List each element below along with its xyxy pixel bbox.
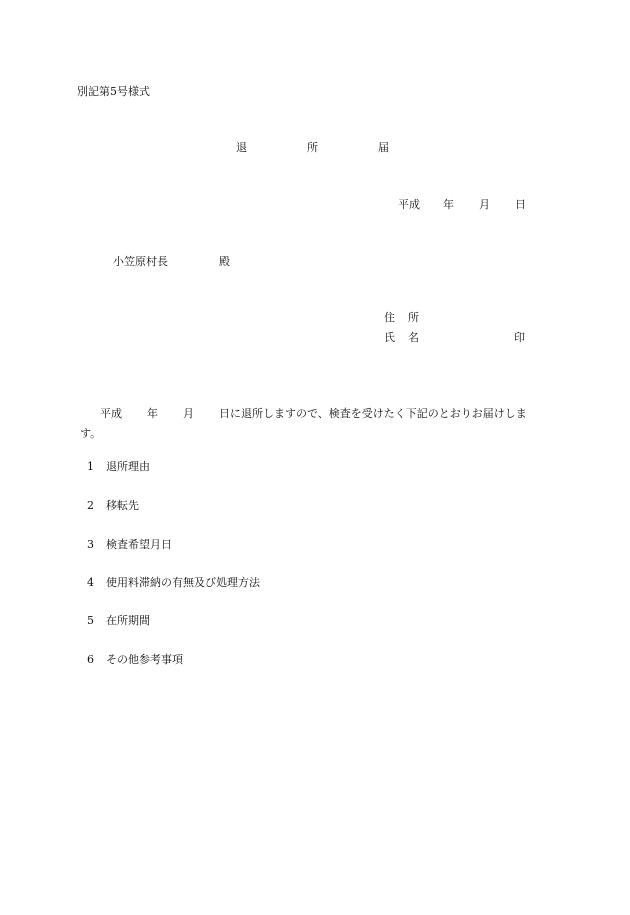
item-number: 4 <box>87 576 94 589</box>
item-number: 5 <box>87 614 94 627</box>
title-char-1: 退 <box>236 141 247 154</box>
name-label-char-1: 氏 <box>384 331 395 344</box>
address-label-char-1: 住 <box>384 311 395 324</box>
date-era: 平成 <box>398 198 420 211</box>
body-text-line-1: 日に退所しますので、検査を受けたく下記のとおりお届けしま <box>219 407 527 420</box>
addressee <box>113 255 243 269</box>
body-paragraph <box>80 404 560 444</box>
item-label: 在所期間 <box>106 614 150 627</box>
item-list <box>87 460 387 670</box>
date-month: 月 <box>479 198 490 211</box>
addressee-name: 小笠原村長 <box>113 255 168 268</box>
item-number: 1 <box>87 460 94 473</box>
item-label: その他参考事項 <box>106 653 183 666</box>
item-label: 検査希望月日 <box>106 538 172 551</box>
body-text-line-2: す。 <box>80 427 102 440</box>
body-month: 月 <box>183 407 194 420</box>
applicant-address-row <box>384 311 529 325</box>
item-number: 2 <box>87 499 94 512</box>
applicant-name-row <box>384 331 529 345</box>
seal-mark: 印 <box>514 331 525 344</box>
body-era: 平成 <box>100 407 122 420</box>
item-label: 退所理由 <box>106 460 150 473</box>
body-line-2 <box>80 424 560 444</box>
date-day: 日 <box>515 198 526 211</box>
addressee-honorific: 殿 <box>219 255 230 268</box>
item-number: 3 <box>87 538 94 551</box>
body-year: 年 <box>147 407 158 420</box>
title-char-2: 所 <box>307 141 318 154</box>
title-char-3: 届 <box>378 141 389 154</box>
form-number: 別記第5号様式 <box>77 85 150 98</box>
body-line-1 <box>80 404 560 424</box>
applicant-block <box>384 311 529 345</box>
document-title <box>0 141 630 155</box>
address-label-char-2: 所 <box>408 311 419 324</box>
item-label: 移転先 <box>106 499 139 512</box>
date-year: 年 <box>443 198 454 211</box>
submission-date <box>398 198 533 212</box>
item-number: 6 <box>87 653 94 666</box>
item-label: 使用料滞納の有無及び処理方法 <box>106 576 260 589</box>
name-label-char-2: 名 <box>408 331 419 344</box>
